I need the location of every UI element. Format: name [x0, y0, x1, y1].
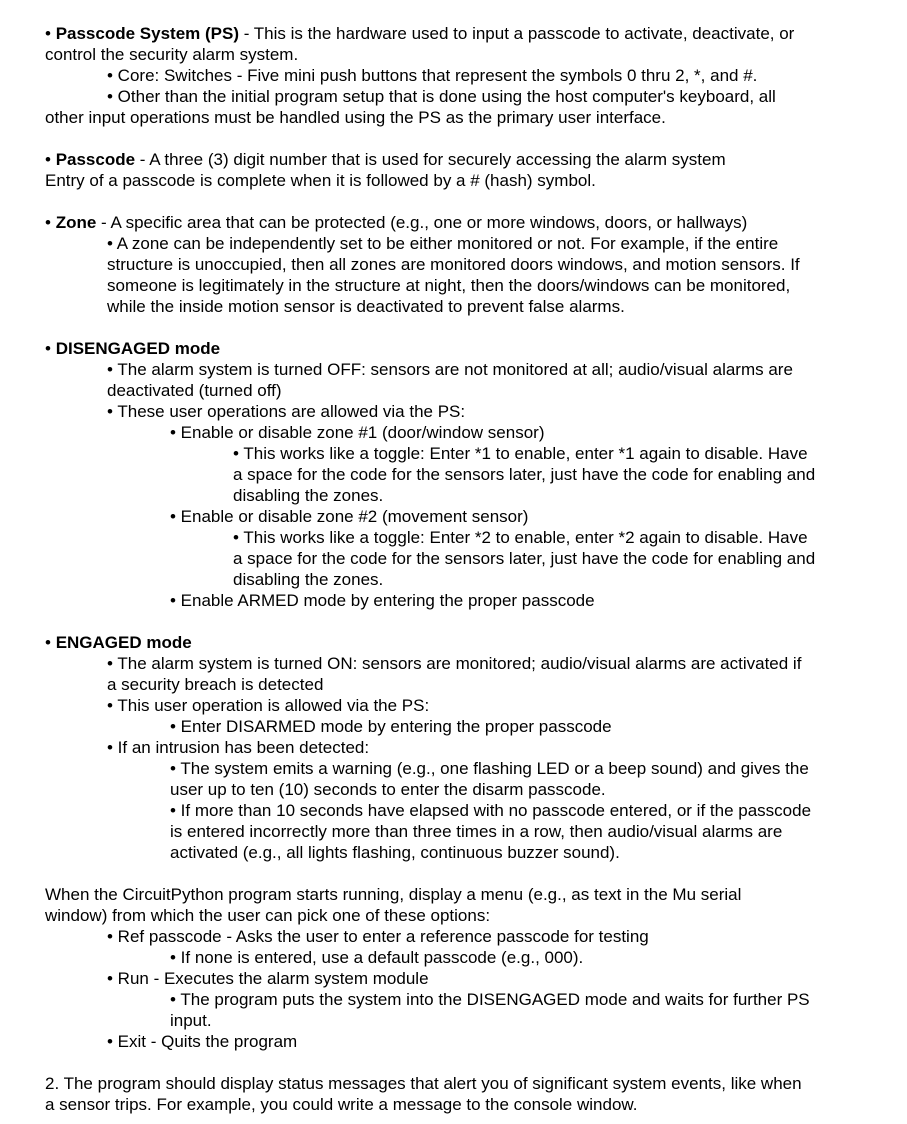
list-item: • If more than 10 seconds have elapsed with no passcode entered, or if the passcode: [170, 801, 812, 820]
text-line: Entry of a passcode is complete when it is followed by a # (hash) symbol.: [45, 171, 596, 190]
bullet: •: [45, 339, 56, 358]
text-line: someone is legitimately in the structure at night, then the doors/windows can be monitored,: [107, 276, 791, 295]
text-line: When the CircuitPython program starts running, display a menu (e.g., as text in the Mu serial: [45, 885, 742, 904]
text-line: window) from which the user can pick one of these options:: [45, 906, 491, 925]
zone-definition-line: [45, 212, 747, 233]
definition-text: - This is the hardware used to input a passcode to activate, deactivate, or: [239, 24, 795, 43]
heading-text: ENGAGED mode: [55, 633, 192, 652]
text-line: structure is unoccupied, then all zones are monitored doors windows, and motion sensors. If: [107, 255, 800, 274]
term-passcode-system: Passcode System (PS): [55, 24, 239, 43]
text-line: a security breach is detected: [107, 675, 324, 694]
list-item: • Enable or disable zone #1 (door/window sensor): [170, 423, 545, 442]
list-item: • The program puts the system into the DISENGAGED mode and waits for further PS: [170, 990, 810, 1009]
list-item: • This user operation is allowed via the PS:: [107, 696, 430, 715]
list-item: • The system emits a warning (e.g., one flashing LED or a beep sound) and gives the: [170, 759, 809, 778]
bullet: •: [45, 24, 56, 43]
list-item: • These user operations are allowed via the PS:: [107, 402, 466, 421]
term-zone: Zone: [55, 213, 97, 232]
text-line: user up to ten (10) seconds to enter the disarm passcode.: [170, 780, 606, 799]
text-line: deactivated (turned off): [107, 381, 282, 400]
text-line: 2. The program should display status messages that alert you of significant system events, like when: [45, 1074, 802, 1093]
bullet: •: [45, 150, 56, 169]
definition-text: - A specific area that can be protected (e.g., one or more windows, doors, or hallways): [96, 213, 748, 232]
list-item: • Enter DISARMED mode by entering the proper passcode: [170, 717, 612, 736]
text-line: a space for the code for the sensors later, just have the code for enabling and: [233, 549, 816, 568]
term-passcode: Passcode: [55, 150, 136, 169]
text-line: activated (e.g., all lights flashing, continuous buzzer sound).: [170, 843, 620, 862]
definition-text: - A three (3) digit number that is used for securely accessing the alarm system: [135, 150, 726, 169]
list-item: • Ref passcode - Asks the user to enter a reference passcode for testing: [107, 927, 649, 946]
bullet: •: [45, 213, 56, 232]
list-item: • The alarm system is turned OFF: sensors are not monitored at all; audio/visual alarms are: [107, 360, 793, 379]
list-item: • A zone can be independently set to be either monitored or not. For example, if the entire: [107, 234, 779, 253]
heading-text: DISENGAGED mode: [55, 339, 221, 358]
list-item: • Enable ARMED mode by entering the proper passcode: [170, 591, 595, 610]
list-item: • Enable or disable zone #2 (movement sensor): [170, 507, 529, 526]
list-item: • This works like a toggle: Enter *2 to enable, enter *2 again to disable. Have: [233, 528, 808, 547]
text-line: is entered incorrectly more than three times in a row, then audio/visual alarms are: [170, 822, 783, 841]
list-item: • Exit - Quits the program: [107, 1032, 298, 1051]
passcode-definition-line: [45, 149, 726, 170]
list-item: • The alarm system is turned ON: sensors are monitored; audio/visual alarms are activated if: [107, 654, 802, 673]
text-line: input.: [170, 1011, 212, 1030]
text-line: a sensor trips. For example, you could write a message to the console window.: [45, 1095, 638, 1114]
bullet: •: [45, 633, 56, 652]
text-line: disabling the zones.: [233, 570, 384, 589]
engaged-heading: [45, 632, 192, 653]
disengaged-heading: [45, 338, 220, 359]
text-line: disabling the zones.: [233, 486, 384, 505]
text-line: a space for the code for the sensors later, just have the code for enabling and: [233, 465, 816, 484]
text-line: other input operations must be handled using the PS as the primary user interface.: [45, 108, 666, 127]
list-item: • If an intrusion has been detected:: [107, 738, 370, 757]
list-item: • This works like a toggle: Enter *1 to enable, enter *1 again to disable. Have: [233, 444, 808, 463]
list-item: • If none is entered, use a default passcode (e.g., 000).: [170, 948, 584, 967]
text-line: control the security alarm system.: [45, 45, 299, 64]
text-line: while the inside motion sensor is deactivated to prevent false alarms.: [107, 297, 625, 316]
ps-definition-line: [45, 23, 794, 44]
list-item: • Other than the initial program setup that is done using the host computer's keyboard, all: [107, 87, 776, 106]
list-item: • Core: Switches - Five mini push buttons that represent the symbols 0 thru 2, *, and #.: [107, 66, 758, 85]
list-item: • Run - Executes the alarm system module: [107, 969, 429, 988]
